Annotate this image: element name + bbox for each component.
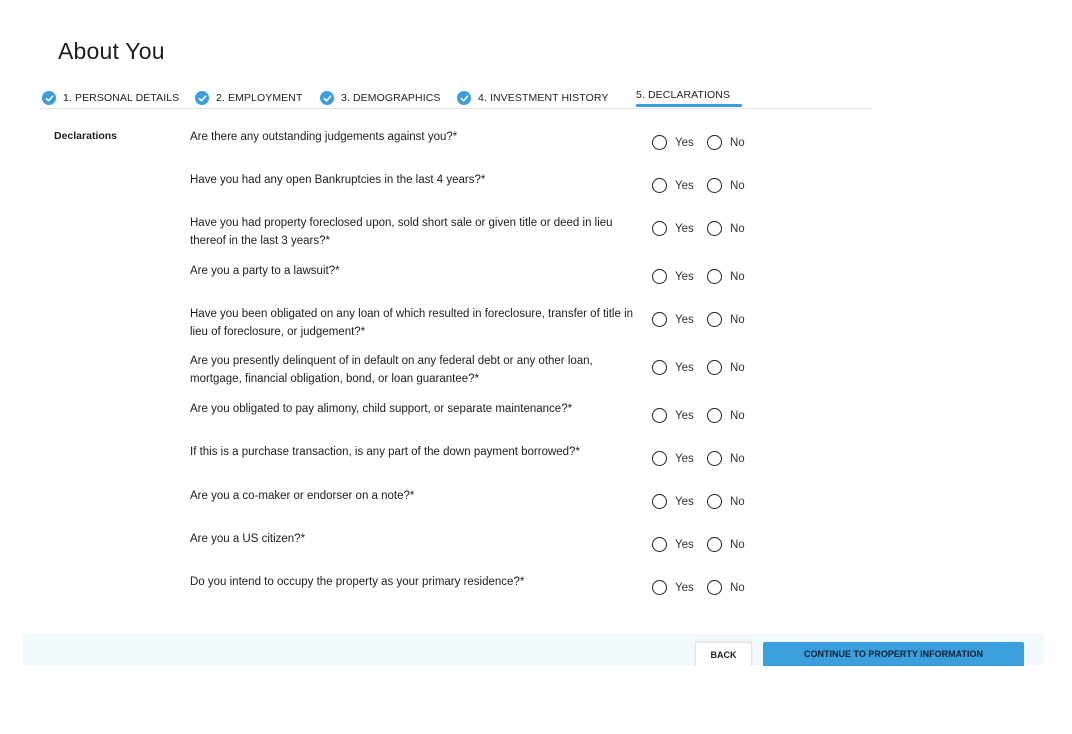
- radio-circle-icon[interactable]: [652, 221, 667, 236]
- question-text: Are you obligated to pay alimony, child support, or separate maintenance?*: [190, 403, 573, 415]
- radio-no[interactable]: No: [707, 360, 745, 375]
- yes-no-radio-group: [652, 360, 745, 375]
- question-text: Have you had property foreclosed upon, sold short sale or given title or deed in lieu thereof in the last 3 years?*: [190, 217, 613, 247]
- radio-circle-icon[interactable]: [707, 494, 722, 509]
- yes-no-radio-group: [652, 580, 745, 595]
- radio-no[interactable]: No: [707, 312, 745, 327]
- radio-yes[interactable]: Yes: [652, 537, 707, 552]
- radio-no[interactable]: No: [707, 537, 745, 552]
- radio-no[interactable]: No: [707, 451, 745, 466]
- radio-circle-icon[interactable]: [652, 312, 667, 327]
- radio-no[interactable]: No: [707, 135, 745, 150]
- yes-no-radio-group: [652, 408, 745, 423]
- radio-circle-icon[interactable]: [707, 451, 722, 466]
- radio-circle-icon[interactable]: [707, 537, 722, 552]
- radio-yes[interactable]: Yes: [652, 360, 707, 375]
- radio-yes[interactable]: Yes: [652, 312, 707, 327]
- step-label: 3. DEMOGRAPHICS: [341, 92, 441, 104]
- step-label: 4. INVESTMENT HISTORY: [478, 92, 609, 104]
- step-declarations[interactable]: [636, 84, 730, 106]
- step-investment-history[interactable]: [457, 87, 608, 109]
- radio-circle-icon[interactable]: [652, 494, 667, 509]
- step-label: 5. DECLARATIONS: [636, 89, 731, 101]
- step-label: 2. EMPLOYMENT: [216, 92, 303, 104]
- radio-circle-icon[interactable]: [707, 408, 722, 423]
- step-employment[interactable]: [195, 87, 302, 109]
- yes-no-radio-group: [652, 135, 745, 150]
- step-label: 1. PERSONAL DETAILS: [63, 92, 180, 104]
- radio-circle-icon[interactable]: [652, 178, 667, 193]
- check-circle-icon: [320, 91, 334, 105]
- yes-no-radio-group: [652, 221, 745, 236]
- back-button[interactable]: BACK: [695, 642, 752, 666]
- radio-circle-icon[interactable]: [707, 360, 722, 375]
- question-text: Are you a US citizen?*: [190, 533, 306, 545]
- question-text: If this is a purchase transaction, is any part of the down payment borrowed?*: [190, 446, 580, 458]
- radio-no[interactable]: No: [707, 494, 745, 509]
- radio-yes[interactable]: Yes: [652, 269, 707, 284]
- radio-circle-icon[interactable]: [652, 451, 667, 466]
- radio-circle-icon[interactable]: [707, 312, 722, 327]
- radio-circle-icon[interactable]: [652, 269, 667, 284]
- radio-yes[interactable]: Yes: [652, 221, 707, 236]
- radio-yes[interactable]: Yes: [652, 178, 707, 193]
- radio-circle-icon[interactable]: [652, 135, 667, 150]
- radio-yes[interactable]: Yes: [652, 451, 707, 466]
- radio-circle-icon[interactable]: [707, 178, 722, 193]
- radio-yes[interactable]: Yes: [652, 135, 707, 150]
- check-circle-icon: [195, 91, 209, 105]
- yes-no-radio-group: [652, 451, 745, 466]
- question-text: Are there any outstanding judgements against you?*: [190, 131, 458, 143]
- yes-no-radio-group: [652, 537, 745, 552]
- radio-circle-icon[interactable]: [707, 580, 722, 595]
- yes-no-radio-group: [652, 178, 745, 193]
- radio-circle-icon[interactable]: [652, 580, 667, 595]
- radio-no[interactable]: No: [707, 178, 745, 193]
- radio-no[interactable]: No: [707, 221, 745, 236]
- question-text: Are you presently delinquent of in default on any federal debt or any other loan, mortgage, financial obligation, bond, or loan guarantee?*: [190, 355, 593, 385]
- continue-button[interactable]: CONTINUE TO PROPERTY INFORMATION: [763, 642, 1024, 666]
- page-title: About You: [58, 38, 165, 64]
- radio-yes[interactable]: Yes: [652, 580, 707, 595]
- check-circle-icon: [457, 91, 471, 105]
- section-label: Declarations: [54, 130, 118, 142]
- question-text: Do you intend to occupy the property as your primary residence?*: [190, 576, 525, 588]
- radio-circle-icon[interactable]: [707, 135, 722, 150]
- question-text: Have you had any open Bankruptcies in the last 4 years?*: [190, 174, 486, 186]
- radio-no[interactable]: No: [707, 580, 745, 595]
- step-personal-details[interactable]: [42, 87, 179, 109]
- yes-no-radio-group: [652, 269, 745, 284]
- yes-no-radio-group: [652, 312, 745, 327]
- stepper: [40, 87, 872, 109]
- yes-no-radio-group: [652, 494, 745, 509]
- question-text: Have you been obligated on any loan of which resulted in foreclosure, transfer of title in lieu of foreclosure, or judgement?*: [190, 308, 634, 338]
- radio-circle-icon[interactable]: [652, 537, 667, 552]
- question-text: Are you a co-maker or endorser on a note?*: [190, 490, 415, 502]
- step-demographics[interactable]: [320, 87, 441, 109]
- radio-circle-icon[interactable]: [707, 269, 722, 284]
- radio-yes[interactable]: Yes: [652, 408, 707, 423]
- radio-circle-icon[interactable]: [707, 221, 722, 236]
- check-circle-icon: [42, 91, 56, 105]
- radio-no[interactable]: No: [707, 269, 745, 284]
- radio-circle-icon[interactable]: [652, 408, 667, 423]
- radio-yes[interactable]: Yes: [652, 494, 707, 509]
- radio-no[interactable]: No: [707, 408, 745, 423]
- question-text: Are you a party to a lawsuit?*: [190, 265, 340, 277]
- radio-circle-icon[interactable]: [652, 360, 667, 375]
